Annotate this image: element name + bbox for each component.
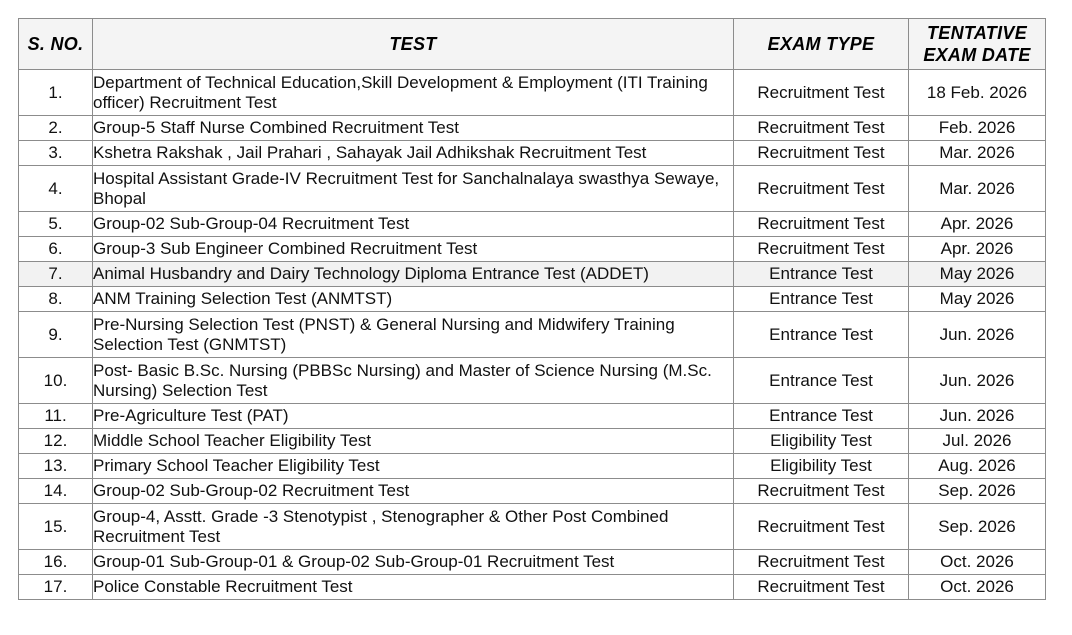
table-row xyxy=(19,287,1046,312)
cell-test: Department of Technical Education,Skill Development & Employment (ITI Training officer) Recruitment Test xyxy=(93,70,734,116)
cell-date: Mar. 2026 xyxy=(909,141,1046,166)
cell-exam-type: Recruitment Test xyxy=(734,212,909,237)
header-sno: S. NO. xyxy=(19,19,93,70)
cell-sno: 8. xyxy=(19,287,93,312)
cell-date: Jun. 2026 xyxy=(909,358,1046,404)
cell-test: ANM Training Selection Test (ANMTST) xyxy=(93,287,734,312)
cell-sno: 6. xyxy=(19,237,93,262)
cell-sno: 1. xyxy=(19,70,93,116)
cell-exam-type: Eligibility Test xyxy=(734,429,909,454)
cell-test: Animal Husbandry and Dairy Technology Diploma Entrance Test (ADDET) xyxy=(93,262,734,287)
cell-test: Hospital Assistant Grade-IV Recruitment Test for Sanchalnalaya swasthya Sewaye, Bhopal xyxy=(93,166,734,212)
cell-date: Sep. 2026 xyxy=(909,504,1046,550)
cell-sno: 11. xyxy=(19,404,93,429)
table-row xyxy=(19,550,1046,575)
cell-exam-type: Recruitment Test xyxy=(734,504,909,550)
cell-sno: 17. xyxy=(19,575,93,600)
cell-exam-type: Entrance Test xyxy=(734,404,909,429)
cell-date: Mar. 2026 xyxy=(909,166,1046,212)
cell-date: May 2026 xyxy=(909,262,1046,287)
table-row xyxy=(19,237,1046,262)
cell-date: May 2026 xyxy=(909,287,1046,312)
cell-date: Feb. 2026 xyxy=(909,116,1046,141)
cell-test: Police Constable Recruitment Test xyxy=(93,575,734,600)
cell-test: Group-3 Sub Engineer Combined Recruitment Test xyxy=(93,237,734,262)
cell-date: Oct. 2026 xyxy=(909,550,1046,575)
cell-exam-type: Entrance Test xyxy=(734,262,909,287)
table-row xyxy=(19,312,1046,358)
table-row xyxy=(19,212,1046,237)
cell-sno: 7. xyxy=(19,262,93,287)
table-row xyxy=(19,358,1046,404)
cell-sno: 16. xyxy=(19,550,93,575)
cell-exam-type: Entrance Test xyxy=(734,287,909,312)
cell-sno: 12. xyxy=(19,429,93,454)
header-tentative-date: TENTATIVE EXAM DATE xyxy=(909,19,1046,70)
cell-sno: 14. xyxy=(19,479,93,504)
cell-test: Primary School Teacher Eligibility Test xyxy=(93,454,734,479)
table-row xyxy=(19,166,1046,212)
cell-sno: 4. xyxy=(19,166,93,212)
cell-exam-type: Recruitment Test xyxy=(734,166,909,212)
table-row xyxy=(19,504,1046,550)
cell-date: Apr. 2026 xyxy=(909,237,1046,262)
cell-date: 18 Feb. 2026 xyxy=(909,70,1046,116)
cell-test: Group-5 Staff Nurse Combined Recruitment Test xyxy=(93,116,734,141)
cell-exam-type: Recruitment Test xyxy=(734,575,909,600)
cell-exam-type: Entrance Test xyxy=(734,358,909,404)
cell-sno: 13. xyxy=(19,454,93,479)
cell-date: Sep. 2026 xyxy=(909,479,1046,504)
cell-test: Group-02 Sub-Group-02 Recruitment Test xyxy=(93,479,734,504)
table-row xyxy=(19,141,1046,166)
cell-exam-type: Entrance Test xyxy=(734,312,909,358)
table-row xyxy=(19,575,1046,600)
cell-sno: 15. xyxy=(19,504,93,550)
cell-exam-type: Recruitment Test xyxy=(734,479,909,504)
cell-date: Aug. 2026 xyxy=(909,454,1046,479)
cell-test: Pre-Nursing Selection Test (PNST) & General Nursing and Midwifery Training Selection Test (GNMTST) xyxy=(93,312,734,358)
header-test: TEST xyxy=(93,19,734,70)
cell-date: Jul. 2026 xyxy=(909,429,1046,454)
cell-date: Oct. 2026 xyxy=(909,575,1046,600)
table-row xyxy=(19,262,1046,287)
cell-test: Group-01 Sub-Group-01 & Group-02 Sub-Group-01 Recruitment Test xyxy=(93,550,734,575)
table-row xyxy=(19,429,1046,454)
table-row xyxy=(19,70,1046,116)
table-header-row xyxy=(19,19,1046,70)
cell-test: Group-4, Asstt. Grade -3 Stenotypist , Stenographer & Other Post Combined Recruitment Test xyxy=(93,504,734,550)
cell-sno: 3. xyxy=(19,141,93,166)
cell-date: Jun. 2026 xyxy=(909,312,1046,358)
cell-exam-type: Recruitment Test xyxy=(734,550,909,575)
exam-schedule-table xyxy=(18,18,1046,600)
cell-date: Jun. 2026 xyxy=(909,404,1046,429)
cell-exam-type: Recruitment Test xyxy=(734,116,909,141)
cell-test: Group-02 Sub-Group-04 Recruitment Test xyxy=(93,212,734,237)
cell-exam-type: Eligibility Test xyxy=(734,454,909,479)
cell-sno: 5. xyxy=(19,212,93,237)
table-row xyxy=(19,454,1046,479)
cell-sno: 9. xyxy=(19,312,93,358)
table-row xyxy=(19,404,1046,429)
cell-exam-type: Recruitment Test xyxy=(734,237,909,262)
cell-test: Post- Basic B.Sc. Nursing (PBBSc Nursing) and Master of Science Nursing (M.Sc. Nursing) Selection Test xyxy=(93,358,734,404)
cell-test: Kshetra Rakshak , Jail Prahari , Sahayak Jail Adhikshak Recruitment Test xyxy=(93,141,734,166)
table-row xyxy=(19,479,1046,504)
cell-exam-type: Recruitment Test xyxy=(734,70,909,116)
cell-test: Middle School Teacher Eligibility Test xyxy=(93,429,734,454)
header-exam-type: EXAM TYPE xyxy=(734,19,909,70)
cell-exam-type: Recruitment Test xyxy=(734,141,909,166)
cell-sno: 2. xyxy=(19,116,93,141)
table-row xyxy=(19,116,1046,141)
cell-sno: 10. xyxy=(19,358,93,404)
cell-test: Pre-Agriculture Test (PAT) xyxy=(93,404,734,429)
cell-date: Apr. 2026 xyxy=(909,212,1046,237)
